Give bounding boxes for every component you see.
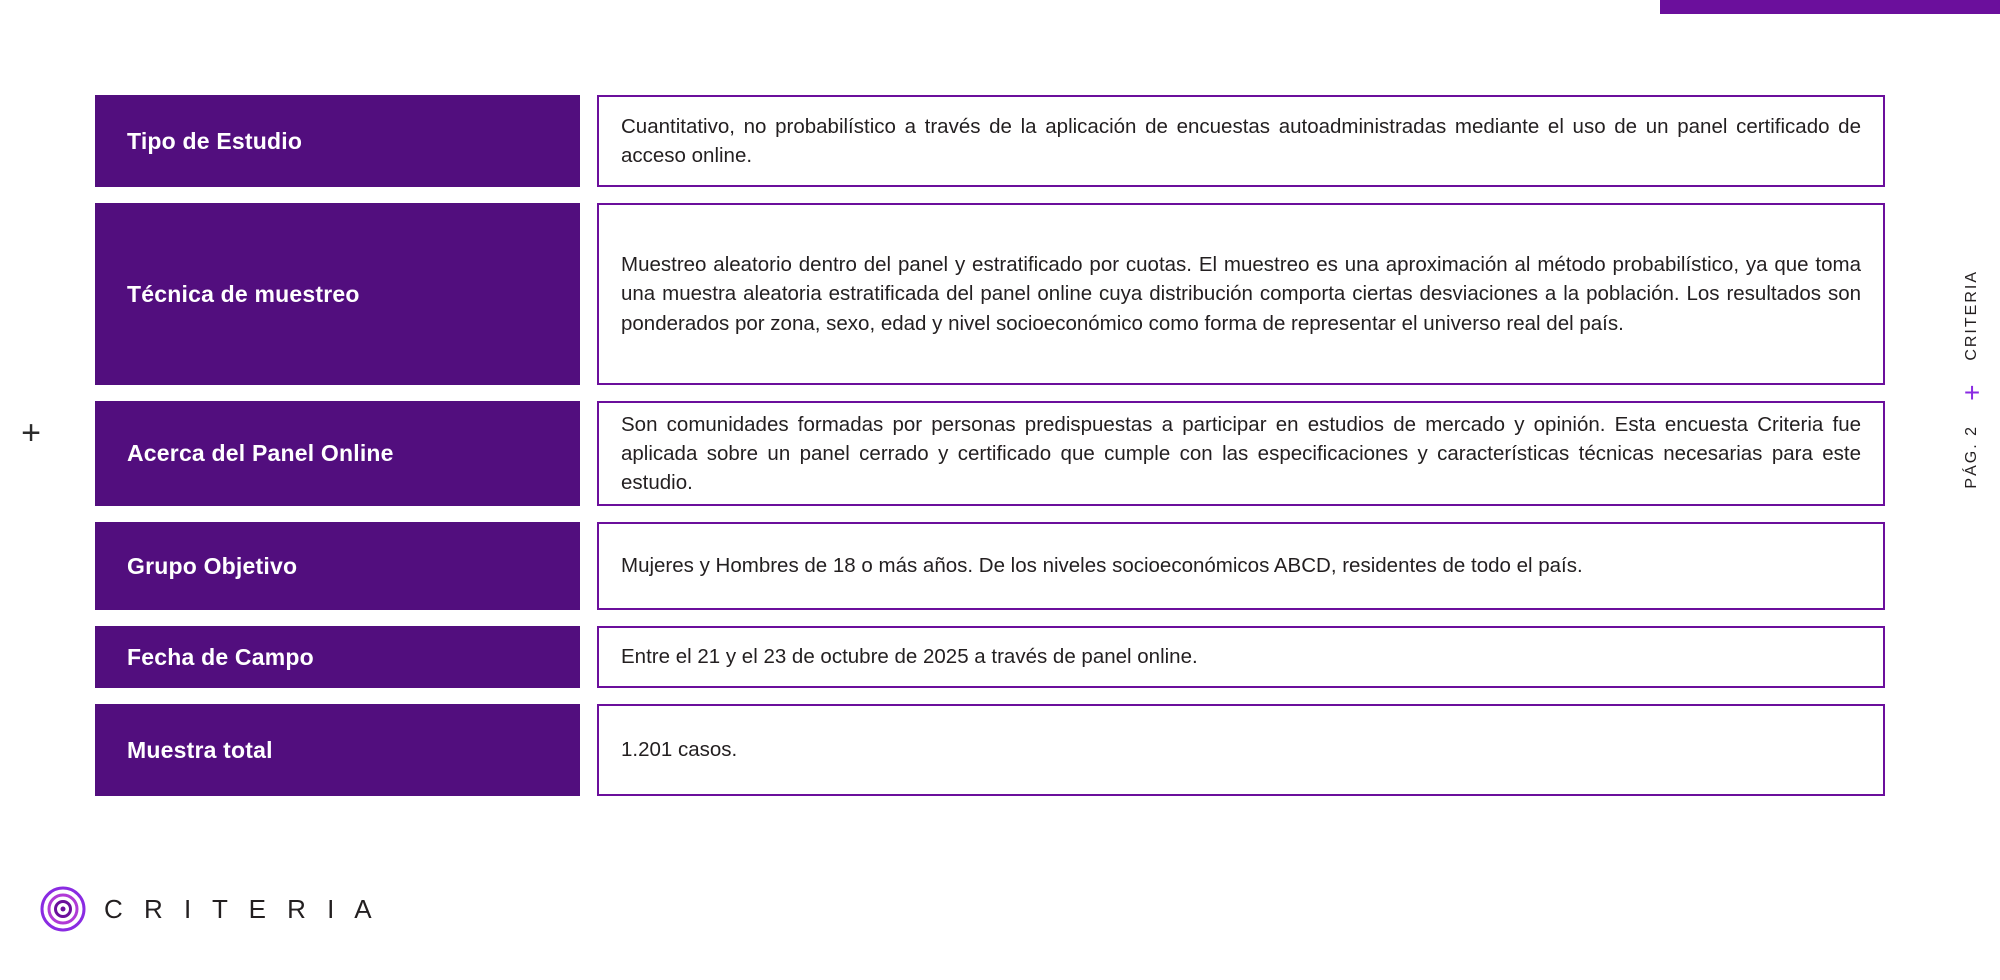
row-gap (580, 401, 597, 506)
table-row (95, 203, 1885, 385)
row-gap (580, 522, 597, 610)
footer-brand-text: C R I T E R I A (104, 893, 379, 924)
row-gap (580, 95, 597, 187)
decorative-plus-rail: + (1963, 376, 1981, 408)
table-row (95, 522, 1885, 610)
row-label: Muestra total (95, 704, 580, 796)
top-accent-bar (1660, 0, 2000, 14)
decorative-plus-left: + (21, 414, 41, 452)
row-content: Son comunidades formadas por personas predispuestas a participar en estudios de mercado y opinión. Esta encuesta Criteria fue aplicada sobre un panel cerrado y certificado que cumple con las especificaciones y características técnicas necesarias para este estudio. (597, 401, 1885, 506)
table-row (95, 704, 1885, 796)
row-content: Cuantitativo, no probabilístico a través de la aplicación de encuestas autoadministradas mediante el uso de un panel certificado de acceso online. (597, 95, 1885, 187)
table-row (95, 626, 1885, 688)
row-label: Grupo Objetivo (95, 522, 580, 610)
row-content: Muestreo aleatorio dentro del panel y estratificado por cuotas. El muestreo es una aproximación al método probabilístico, ya que toma una muestra aleatoria estratificada del panel online cuya distribución comporta ciertas desviaciones a la población. Los resultados son ponderados por zona, sexo, edad y nivel socioeconómico como forma de representar el universo real del país. (597, 203, 1885, 385)
row-label: Tipo de Estudio (95, 95, 580, 187)
table-row (95, 401, 1885, 506)
criteria-spiral-logo-icon (40, 886, 86, 932)
row-content: 1.201 casos. (597, 704, 1885, 796)
row-label: Fecha de Campo (95, 626, 580, 688)
table-row (95, 95, 1885, 187)
row-content: Entre el 21 y el 23 de octubre de 2025 a través de panel online. (597, 626, 1885, 688)
row-content: Mujeres y Hombres de 18 o más años. De los niveles socioeconómicos ABCD, residentes de todo el país. (597, 522, 1885, 610)
row-label: Técnica de muestreo (95, 203, 580, 385)
footer-logo (40, 886, 379, 932)
row-gap (580, 704, 597, 796)
page-number: PÁG. 2 (1963, 424, 1980, 489)
row-label: Acerca del Panel Online (95, 401, 580, 506)
methodology-table (95, 95, 1885, 796)
row-gap (580, 626, 597, 688)
side-rail (1952, 270, 1992, 600)
row-gap (580, 203, 597, 385)
side-rail-brand: CRITERIA (1963, 270, 1980, 361)
